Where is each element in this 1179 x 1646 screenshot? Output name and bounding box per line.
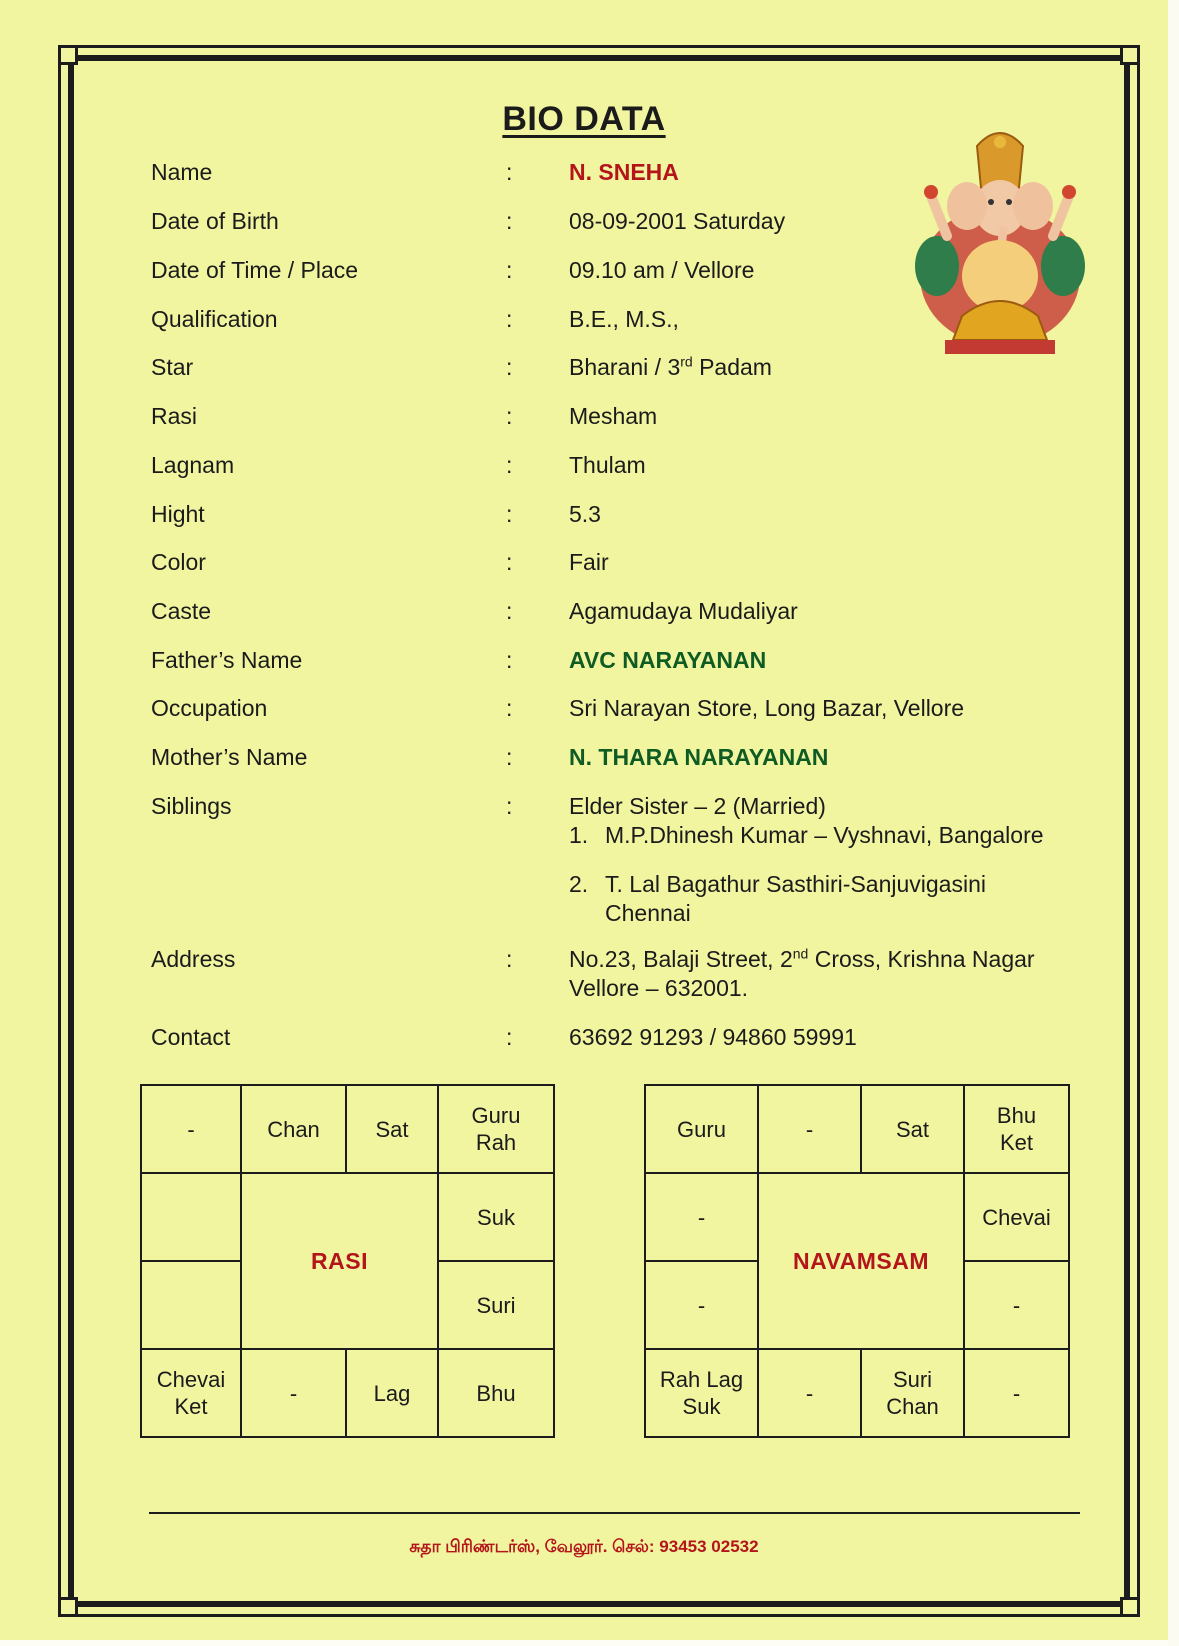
field-label: Qualification	[151, 306, 278, 332]
field-value: Fair	[569, 549, 609, 575]
sibling-text: M.P.Dhinesh Kumar – Vyshnavi, Bangalore	[605, 822, 1044, 848]
field-value: 08-09-2001 Saturday	[569, 208, 786, 234]
field-value: Agamudaya Mudaliyar	[569, 598, 798, 624]
chart-cell: Bhu	[438, 1349, 554, 1437]
corner-ornament	[1120, 1597, 1140, 1617]
field-label: Occupation	[151, 695, 268, 721]
sibling-number: 1.	[569, 822, 589, 848]
field-colon: :	[506, 452, 513, 478]
chart-cell: -	[758, 1349, 861, 1437]
page-title: BIO DATA	[502, 100, 666, 138]
navamsam-chart-title: NAVAMSAM	[758, 1173, 964, 1349]
field-value: 63692 91293 / 94860 59991	[569, 1024, 857, 1050]
corner-ornament	[58, 45, 78, 65]
field-colon: :	[506, 744, 513, 770]
sibling-text: T. Lal Bagathur Sasthiri-Sanjuvigasini	[605, 871, 986, 897]
address-text: Cross, Krishna Nagar	[808, 946, 1035, 972]
chart-cell	[141, 1173, 241, 1261]
chart-cell: -	[645, 1173, 758, 1261]
field-value: Thulam	[569, 452, 646, 478]
field-label: Date of Birth	[151, 208, 279, 234]
chart-cell: Guru	[645, 1085, 758, 1173]
chart-cell: Sat	[346, 1085, 438, 1173]
field-value: Mesham	[569, 403, 658, 429]
chart-cell: Guru Rah	[438, 1085, 554, 1173]
field-value: 5.3	[569, 501, 601, 527]
superscript: rd	[680, 353, 693, 370]
chart-cell: -	[645, 1261, 758, 1349]
field-colon: :	[506, 647, 513, 673]
chart-cell: Sat	[861, 1085, 964, 1173]
field-value: B.E., M.S.,	[569, 306, 679, 332]
sibling-text: Chennai	[605, 900, 691, 926]
field-label: Name	[151, 159, 213, 185]
footer-divider	[149, 1512, 1080, 1514]
field-value-mother: N. THARA NARAYANAN	[569, 744, 829, 770]
field-label: Caste	[151, 598, 212, 624]
chart-cell: Suri	[438, 1261, 554, 1349]
printer-footer: சுதா பிரிண்டர்ஸ், வேலூர். செல்: 93453 02532	[409, 1537, 759, 1556]
chart-cell: Lag	[346, 1349, 438, 1437]
navamsam-chart	[644, 1084, 1070, 1438]
chart-cell: Chan	[241, 1085, 346, 1173]
corner-ornament	[58, 1597, 78, 1617]
field-colon: :	[506, 403, 513, 429]
field-label: Father’s Name	[151, 647, 303, 673]
chart-cell: Bhu Ket	[964, 1085, 1069, 1173]
corner-ornament	[1120, 45, 1140, 65]
field-colon: :	[506, 946, 513, 972]
chart-cell: Chevai	[964, 1173, 1069, 1261]
sibling-item	[569, 870, 1069, 928]
field-label: Date of Time / Place	[151, 257, 359, 283]
field-label: Lagnam	[151, 452, 235, 478]
superscript: nd	[792, 945, 809, 962]
chart-cell: Chevai Ket	[141, 1349, 241, 1437]
field-colon: :	[506, 257, 513, 283]
siblings-summary: Elder Sister – 2 (Married)	[569, 793, 826, 819]
field-label: Mother’s Name	[151, 744, 308, 770]
field-value-father: AVC NARAYANAN	[569, 647, 767, 673]
chart-cell: Suk	[438, 1173, 554, 1261]
field-colon: :	[506, 501, 513, 527]
chart-cell: -	[241, 1349, 346, 1437]
field-colon: :	[506, 598, 513, 624]
star-value-after: Padam	[692, 354, 772, 380]
address-line	[569, 945, 1069, 974]
field-label: Color	[151, 549, 206, 575]
address-line: Vellore – 632001.	[569, 975, 749, 1001]
chart-cell: -	[964, 1261, 1069, 1349]
field-colon: :	[506, 208, 513, 234]
field-label: Siblings	[151, 793, 232, 819]
field-label: Address	[151, 946, 236, 972]
field-label: Star	[151, 354, 194, 380]
sibling-item	[569, 821, 1069, 850]
field-value: Sri Narayan Store, Long Bazar, Vellore	[569, 695, 965, 721]
chart-cell: -	[758, 1085, 861, 1173]
chart-cell: -	[964, 1349, 1069, 1437]
field-colon: :	[506, 159, 513, 185]
address-text: No.23, Balaji Street, 2	[569, 946, 793, 972]
background-edge	[1168, 0, 1179, 1646]
rasi-chart-title: RASI	[241, 1173, 438, 1349]
field-value	[569, 353, 1069, 382]
star-value: Bharani / 3	[569, 354, 681, 380]
field-colon: :	[506, 549, 513, 575]
chart-cell	[141, 1261, 241, 1349]
field-label: Contact	[151, 1024, 231, 1050]
chart-cell: Suri Chan	[861, 1349, 964, 1437]
field-value: 09.10 am / Vellore	[569, 257, 755, 283]
field-value-siblings	[569, 792, 1069, 928]
field-label: Rasi	[151, 403, 198, 429]
chart-cell: -	[141, 1085, 241, 1173]
chart-cell: Rah Lag Suk	[645, 1349, 758, 1437]
field-colon: :	[506, 1024, 513, 1050]
field-value-name: N. SNEHA	[569, 159, 679, 185]
field-colon: :	[506, 354, 513, 380]
field-value-address	[569, 945, 1069, 1003]
rasi-chart	[140, 1084, 555, 1438]
field-colon: :	[506, 793, 513, 819]
sibling-number: 2.	[569, 871, 589, 897]
field-label: Hight	[151, 501, 205, 527]
field-colon: :	[506, 695, 513, 721]
field-colon: :	[506, 306, 513, 332]
